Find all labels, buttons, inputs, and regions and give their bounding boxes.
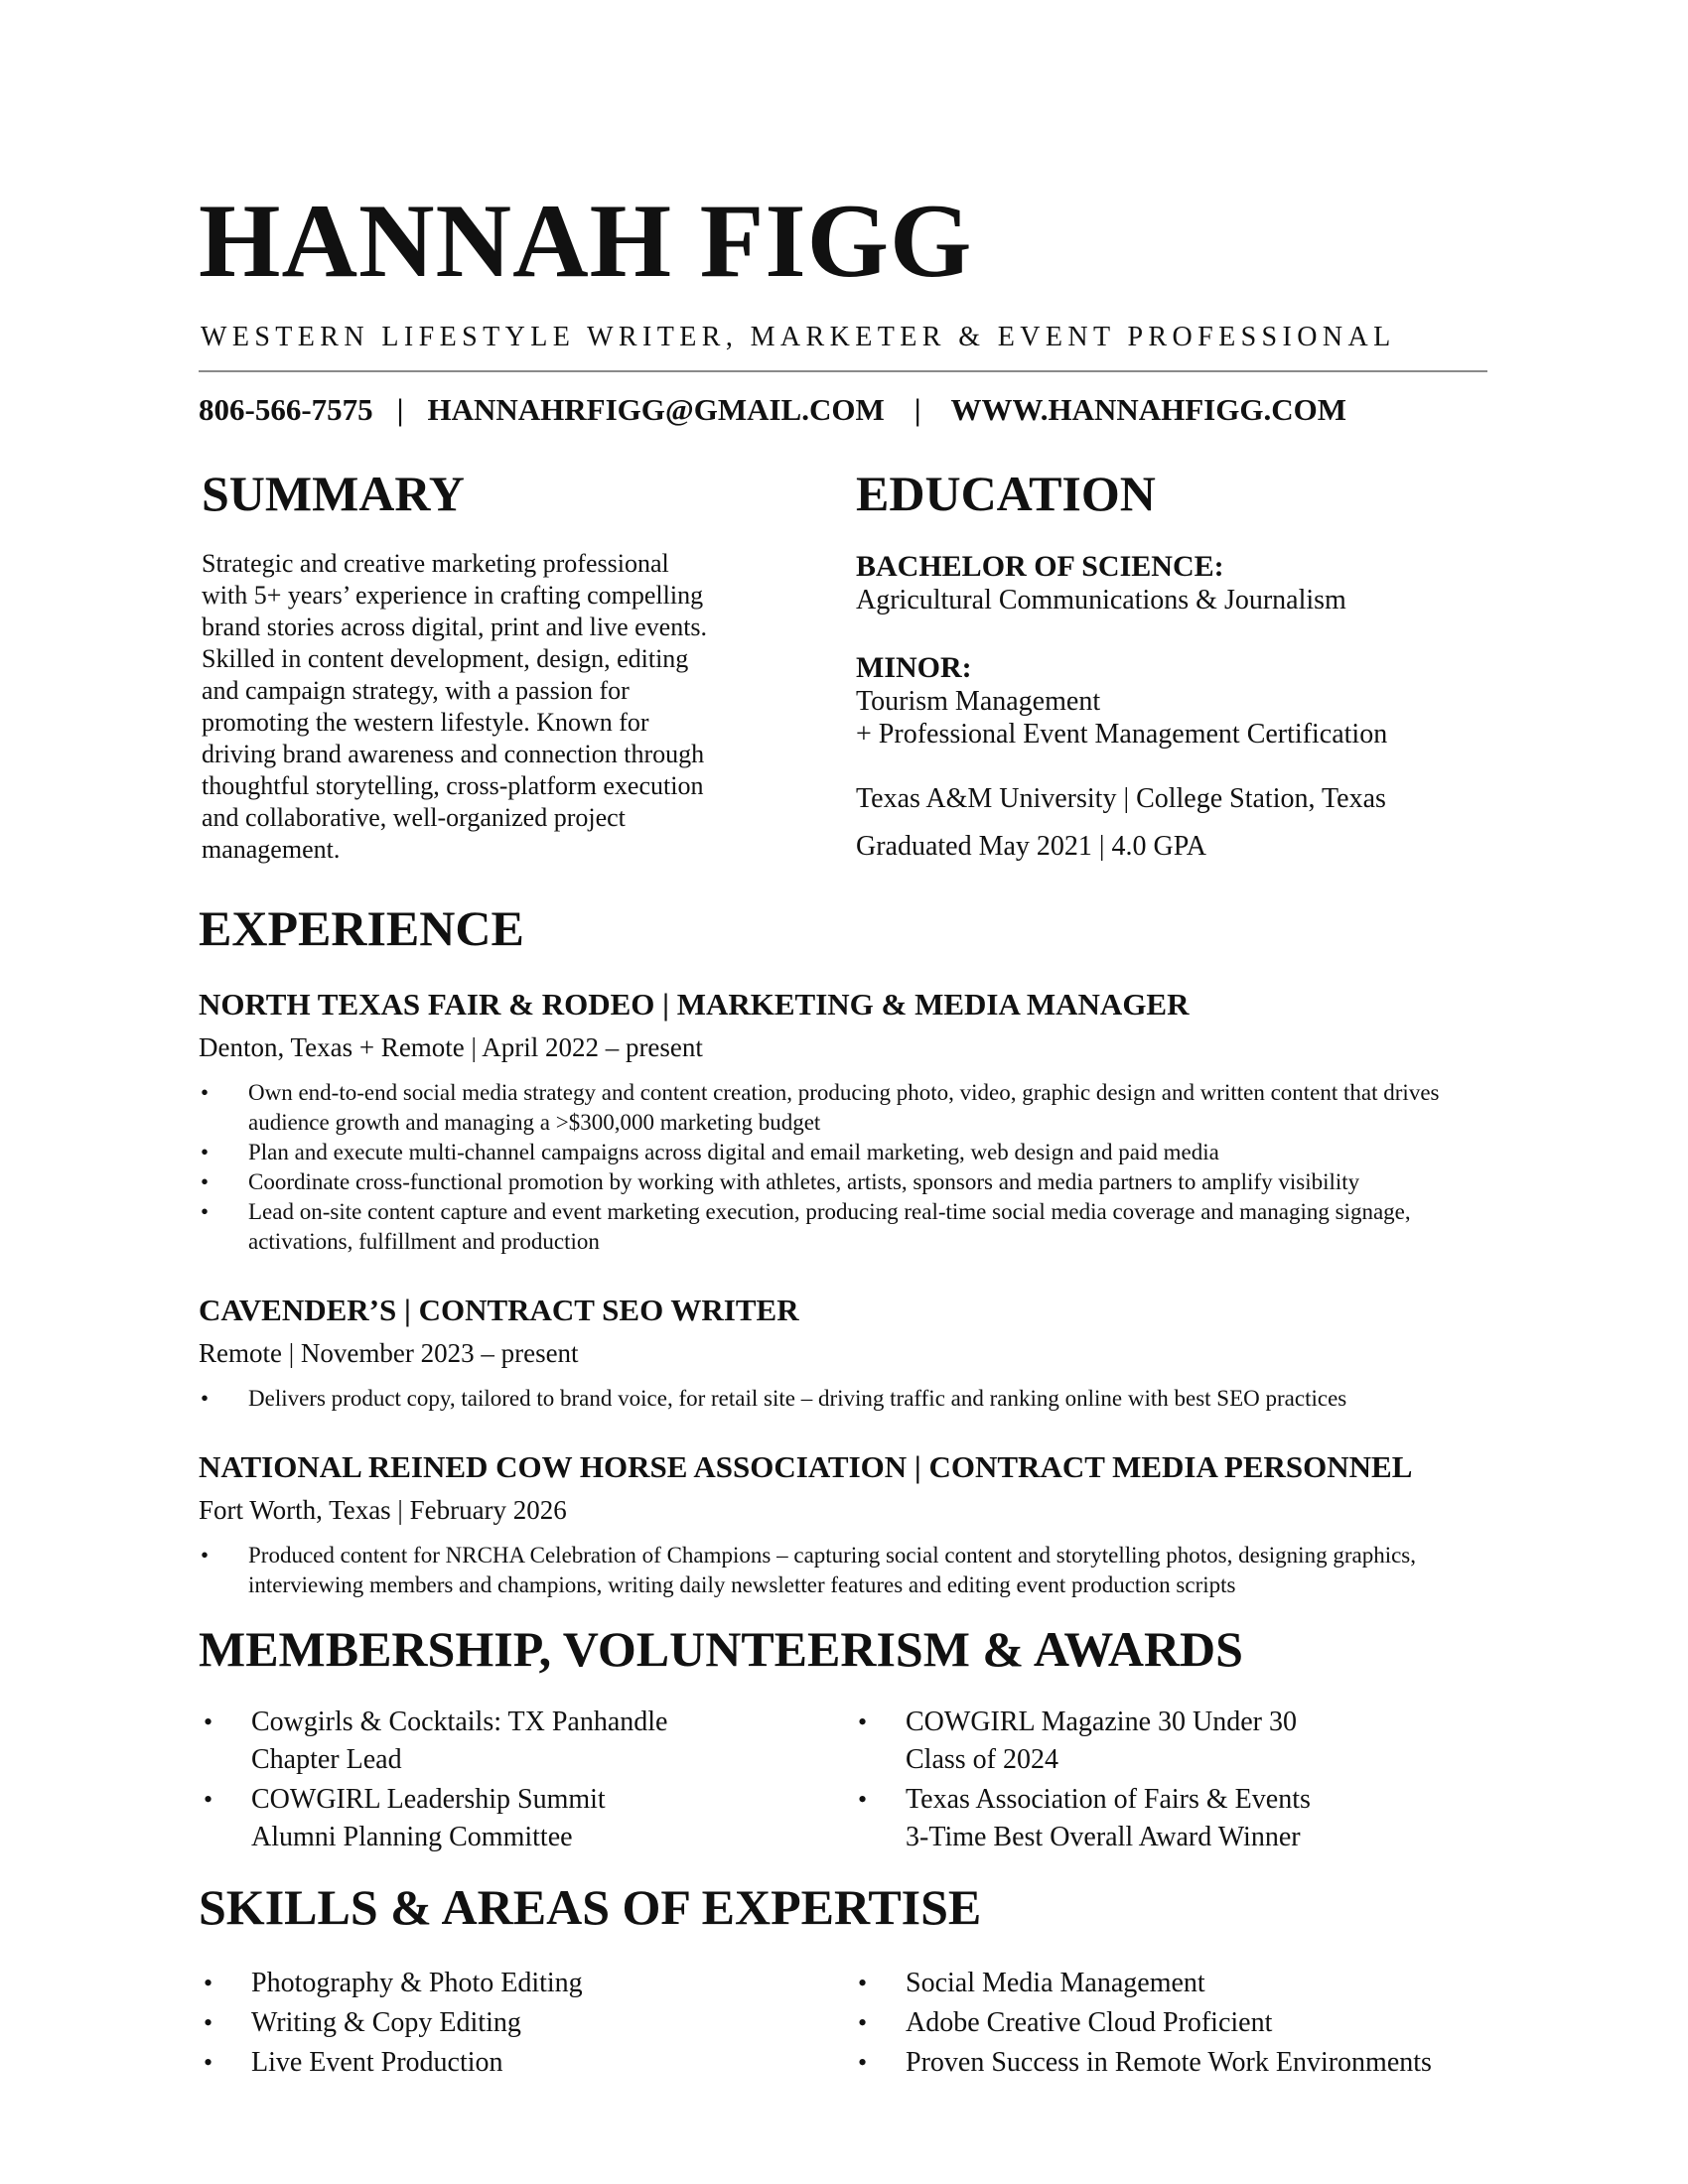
contact-line [199, 394, 1346, 425]
summary-line: brand stories across digital, print and live events. [202, 613, 708, 641]
job-bullet: • Plan and execute multi-channel campaigns across digital and email marketing, web design and paid media [199, 1138, 1489, 1167]
minor-field: Tourism Management [856, 686, 1101, 717]
award-item [856, 1781, 1412, 1856]
degree-label: BACHELOR OF SCIENCE: [856, 550, 1224, 583]
job-bullets [199, 1384, 1489, 1414]
job-title: CAVENDER’S | CONTRACT SEO WRITER [199, 1293, 799, 1327]
education-heading: EDUCATION [856, 466, 1156, 521]
summary-line: Strategic and creative marketing professional [202, 549, 669, 578]
contact-separator: | [396, 392, 404, 427]
skills-list-right [856, 1964, 1491, 2083]
certification: + Professional Event Management Certification [856, 719, 1388, 750]
summary-line: Skilled in content development, design, editing [202, 644, 689, 673]
skills-heading: SKILLS & AREAS OF EXPERTISE [199, 1879, 982, 1935]
school-line: Texas A&M University | College Station, Texas [856, 783, 1386, 814]
summary-line: and collaborative, well-organized project [202, 803, 626, 832]
skill-item: • Photography & Photo Editing [202, 1964, 758, 2003]
skill-item: • Proven Success in Remote Work Environments [856, 2043, 1491, 2083]
award-line: Alumni Planning Committee [251, 1822, 573, 1852]
award-line: • Texas Association of Fairs & Events [906, 1784, 1311, 1815]
award-item [856, 1704, 1412, 1779]
skills-list-left [202, 1964, 758, 2083]
job-bullet: • Coordinate cross-functional promotion by working with athletes, artists, sponsors and media partners to amplify visibility [199, 1167, 1489, 1197]
award-line: Class of 2024 [906, 1744, 1058, 1775]
candidate-name: HANNAH FIGG [199, 183, 973, 299]
job-meta: Denton, Texas + Remote | April 2022 – present [199, 1032, 703, 1062]
summary-line: management. [202, 835, 341, 864]
awards-heading: MEMBERSHIP, VOLUNTEERISM & AWARDS [199, 1621, 1243, 1677]
summary-line: and campaign strategy, with a passion for [202, 676, 630, 705]
job-meta: Fort Worth, Texas | February 2026 [199, 1495, 567, 1525]
job-title: NORTH TEXAS FAIR & RODEO | MARKETING & MEDIA MANAGER [199, 987, 1190, 1022]
job-meta: Remote | November 2023 – present [199, 1338, 579, 1368]
job-bullet: • Delivers product copy, tailored to brand voice, for retail site – driving traffic and ranking online with best SEO practices [199, 1384, 1489, 1414]
summary-paragraph [202, 548, 758, 866]
job-bullets [199, 1078, 1489, 1257]
job-bullet: • Produced content for NRCHA Celebration of Champions – capturing social content and storytelling photos, designing graphics, interviewing members and champions, writing daily newsletter features and editing event production scripts [199, 1541, 1489, 1600]
award-line: 3-Time Best Overall Award Winner [906, 1822, 1301, 1852]
award-line: • COWGIRL Leadership Summit [251, 1784, 606, 1815]
phone-number[interactable]: 806-566-7575 [199, 392, 373, 427]
award-item [202, 1704, 758, 1779]
skill-item: • Adobe Creative Cloud Proficient [856, 2003, 1491, 2043]
awards-list-left [202, 1704, 758, 1858]
awards-list-right [856, 1704, 1412, 1858]
experience-heading: EXPERIENCE [199, 900, 524, 956]
award-line: • Cowgirls & Cocktails: TX Panhandle [251, 1706, 668, 1737]
job-entry [199, 987, 1489, 1257]
summary-line: promoting the western lifestyle. Known for [202, 708, 649, 737]
award-item [202, 1781, 758, 1856]
website-link[interactable]: WWW.HANNAHFIGG.COM [950, 392, 1346, 427]
job-bullets [199, 1541, 1489, 1600]
job-bullet: • Own end-to-end social media strategy and content creation, producing photo, video, graphic design and written content that drives audience growth and managing a >$300,000 marketing budget [199, 1078, 1489, 1138]
summary-heading: SUMMARY [202, 466, 465, 521]
graduation-line: Graduated May 2021 | 4.0 GPA [856, 831, 1206, 862]
skill-item: • Writing & Copy Editing [202, 2003, 758, 2043]
job-entry [199, 1293, 1489, 1414]
minor-block [856, 651, 1472, 751]
summary-line: with 5+ years’ experience in crafting compelling [202, 581, 704, 610]
degree-field: Agricultural Communications & Journalism [856, 585, 1346, 615]
summary-line: thoughtful storytelling, cross-platform execution [202, 771, 704, 800]
minor-label: MINOR: [856, 651, 972, 684]
professional-tagline: WESTERN LIFESTYLE WRITER, MARKETER & EVENT PROFESSIONAL [201, 322, 1396, 352]
contact-separator: | [914, 392, 921, 427]
summary-line: driving brand awareness and connection through [202, 740, 705, 768]
degree-block [856, 550, 1472, 616]
job-title: NATIONAL REINED COW HORSE ASSOCIATION | CONTRACT MEDIA PERSONNEL [199, 1449, 1413, 1484]
job-entry [199, 1449, 1489, 1600]
award-line: • COWGIRL Magazine 30 Under 30 [906, 1706, 1297, 1737]
skill-item: • Live Event Production [202, 2043, 758, 2083]
header-divider [199, 370, 1487, 372]
email-address[interactable]: HANNAHRFIGG@GMAIL.COM [427, 392, 885, 427]
job-bullet: • Lead on-site content capture and event marketing execution, producing real-time social media coverage and managing signage, activations, fulfillment and production [199, 1197, 1489, 1257]
skill-item: • Social Media Management [856, 1964, 1491, 2003]
award-line: Chapter Lead [251, 1744, 402, 1775]
